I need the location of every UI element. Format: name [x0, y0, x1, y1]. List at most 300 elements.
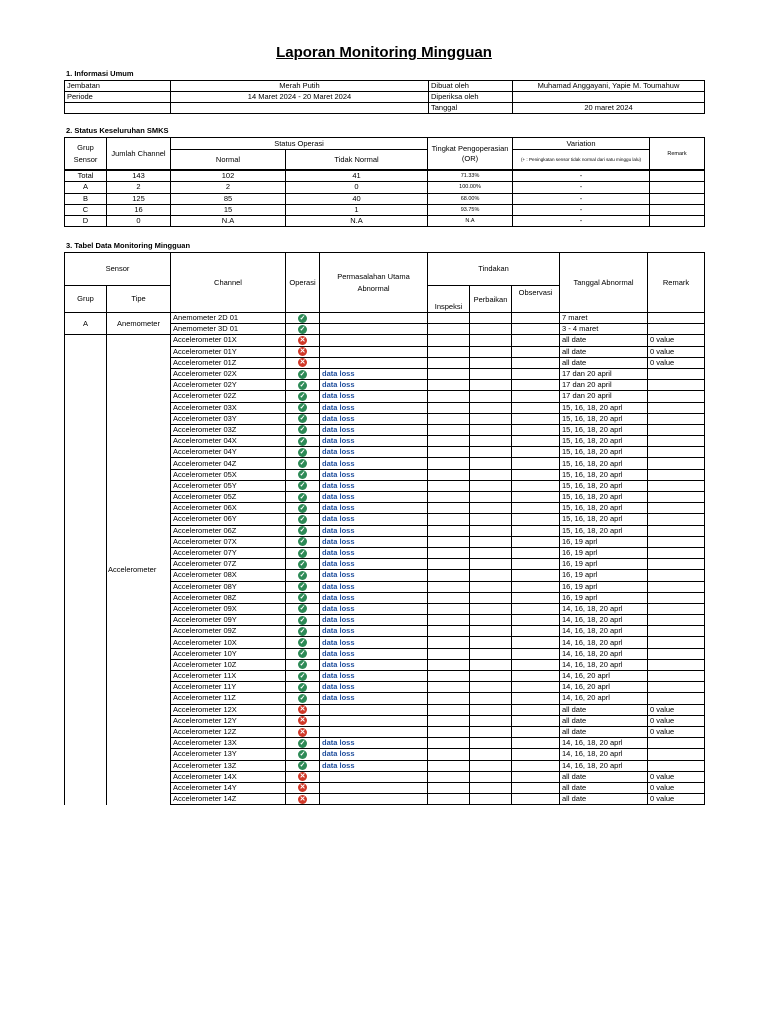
problem-cell: data loss: [320, 615, 428, 626]
operasi-cell: [286, 480, 320, 491]
remark-cell: [648, 671, 705, 682]
inspeksi-cell: [428, 324, 470, 335]
date-cell: 14, 16, 18, 20 aprl: [560, 749, 648, 760]
x-circle-icon: ✕: [299, 784, 306, 792]
info-row: [65, 81, 705, 92]
remark-cell: [648, 436, 705, 447]
observasi-cell: [512, 313, 560, 324]
perbaikan-cell: [470, 547, 512, 558]
problem-cell: data loss: [320, 648, 428, 659]
status-cell: Total: [65, 170, 107, 182]
date-cell: 17 dan 20 april: [560, 380, 648, 391]
problem-cell: data loss: [320, 749, 428, 760]
remark-cell: 0 value: [648, 335, 705, 346]
operasi-cell: [286, 335, 320, 346]
date-cell: 14, 16, 18, 20 aprl: [560, 615, 648, 626]
problem-cell: data loss: [320, 693, 428, 704]
observasi-cell: [512, 704, 560, 715]
perbaikan-cell: [470, 436, 512, 447]
remark-cell: [648, 559, 705, 570]
perbaikan-cell: [470, 726, 512, 737]
operasi-cell: [286, 458, 320, 469]
observasi-cell: [512, 503, 560, 514]
status-cell: 16: [107, 204, 171, 215]
remark-cell: [648, 592, 705, 603]
check-circle-icon: ✓: [299, 314, 306, 322]
operasi-cell: [286, 760, 320, 771]
problem-cell: data loss: [320, 424, 428, 435]
channel-cell: Accelerometer 11Y: [171, 682, 286, 693]
perbaikan-cell: [470, 794, 512, 805]
date-cell: 14, 16, 18, 20 aprl: [560, 637, 648, 648]
channel-cell: Accelerometer 10Y: [171, 648, 286, 659]
observasi-cell: [512, 458, 560, 469]
remark-cell: [648, 693, 705, 704]
check-circle-icon: ✓: [299, 482, 306, 490]
perbaikan-cell: [470, 402, 512, 413]
perbaikan-cell: [470, 626, 512, 637]
observasi-cell: [512, 447, 560, 458]
x-circle-icon: ✕: [299, 795, 306, 803]
status-cell: 41: [286, 170, 428, 182]
channel-cell: Accelerometer 05Y: [171, 480, 286, 491]
channel-cell: Accelerometer 07Y: [171, 547, 286, 558]
perbaikan-cell: [470, 469, 512, 480]
problem-cell: data loss: [320, 469, 428, 480]
problem-cell: [320, 771, 428, 782]
channel-cell: Accelerometer 11X: [171, 671, 286, 682]
perbaikan-cell: [470, 503, 512, 514]
observasi-cell: [512, 738, 560, 749]
inspeksi-cell: [428, 648, 470, 659]
remark-cell: [648, 380, 705, 391]
status-table: [64, 137, 705, 227]
date-cell: 14, 16, 20 aprl: [560, 671, 648, 682]
problem-cell: data loss: [320, 659, 428, 670]
perbaikan-cell: [470, 581, 512, 592]
date-cell: 15, 16, 18, 20 aprl: [560, 525, 648, 536]
operasi-cell: [286, 782, 320, 793]
check-circle-icon: ✓: [299, 627, 306, 635]
info-cell: Tanggal: [429, 103, 513, 114]
perbaikan-cell: [470, 659, 512, 670]
perbaikan-cell: [470, 380, 512, 391]
problem-cell: data loss: [320, 547, 428, 558]
col-tindakan: Tindakan: [428, 253, 560, 286]
col-remark-3: Remark: [648, 253, 705, 313]
problem-cell: data loss: [320, 671, 428, 682]
status-row: [65, 170, 705, 182]
perbaikan-cell: [470, 424, 512, 435]
date-cell: 15, 16, 18, 20 aprl: [560, 447, 648, 458]
remark-cell: 0 value: [648, 794, 705, 805]
operasi-cell: [286, 682, 320, 693]
channel-cell: Accelerometer 04Z: [171, 458, 286, 469]
inspeksi-cell: [428, 682, 470, 693]
operasi-cell: [286, 693, 320, 704]
check-circle-icon: ✓: [299, 471, 306, 479]
problem-cell: data loss: [320, 368, 428, 379]
observasi-cell: [512, 436, 560, 447]
status-cell: D: [65, 216, 107, 227]
observasi-cell: [512, 368, 560, 379]
observasi-cell: [512, 391, 560, 402]
remark-cell: 0 value: [648, 726, 705, 737]
channel-cell: Accelerometer 12X: [171, 704, 286, 715]
remark-cell: [648, 492, 705, 503]
problem-cell: [320, 715, 428, 726]
remark-cell: [648, 469, 705, 480]
observasi-cell: [512, 559, 560, 570]
channel-cell: Accelerometer 08Y: [171, 581, 286, 592]
perbaikan-cell: [470, 771, 512, 782]
check-circle-icon: ✓: [299, 650, 306, 658]
status-cell: -: [513, 182, 650, 193]
status-cell: 2: [107, 182, 171, 193]
date-cell: all date: [560, 726, 648, 737]
table-row: [65, 313, 705, 324]
status-cell: -: [513, 204, 650, 215]
inspeksi-cell: [428, 480, 470, 491]
inspeksi-cell: [428, 368, 470, 379]
operasi-cell: [286, 413, 320, 424]
date-cell: 14, 16, 18, 20 aprl: [560, 603, 648, 614]
check-circle-icon: ✓: [299, 583, 306, 591]
channel-cell: Accelerometer 06Y: [171, 514, 286, 525]
observasi-cell: [512, 469, 560, 480]
date-cell: 15, 16, 18, 20 aprl: [560, 458, 648, 469]
x-circle-icon: ✕: [299, 348, 306, 356]
inspeksi-cell: [428, 749, 470, 760]
problem-cell: data loss: [320, 738, 428, 749]
col-tidak-normal: Tidak Normal: [286, 150, 428, 171]
operasi-cell: [286, 592, 320, 603]
channel-cell: Accelerometer 09Y: [171, 615, 286, 626]
section-2-heading: 2. Status Keseluruhan SMKS: [66, 126, 169, 135]
operasi-cell: [286, 313, 320, 324]
problem-cell: data loss: [320, 592, 428, 603]
remark-cell: 0 value: [648, 715, 705, 726]
date-cell: 15, 16, 18, 20 aprl: [560, 469, 648, 480]
variation-note: (+ : Peningkatan sensor tidak normal dari satu minggu lalu): [513, 150, 650, 171]
channel-cell: Accelerometer 07Z: [171, 559, 286, 570]
date-cell: 16, 19 aprl: [560, 570, 648, 581]
date-cell: 14, 16, 18, 20 aprl: [560, 738, 648, 749]
channel-cell: Accelerometer 01Z: [171, 357, 286, 368]
info-row: [65, 92, 705, 103]
problem-cell: data loss: [320, 626, 428, 637]
operasi-cell: [286, 659, 320, 670]
perbaikan-cell: [470, 313, 512, 324]
inspeksi-cell: [428, 659, 470, 670]
check-circle-icon: ✓: [299, 560, 306, 568]
inspeksi-cell: [428, 391, 470, 402]
inspeksi-cell: [428, 447, 470, 458]
perbaikan-cell: [470, 603, 512, 614]
remark-cell: [648, 659, 705, 670]
status-cell: 0: [286, 182, 428, 193]
check-circle-icon: ✓: [299, 639, 306, 647]
date-cell: 7 maret: [560, 313, 648, 324]
perbaikan-cell: [470, 514, 512, 525]
channel-cell: Accelerometer 08Z: [171, 592, 286, 603]
inspeksi-cell: [428, 794, 470, 805]
date-cell: 14, 16, 18, 20 aprl: [560, 648, 648, 659]
perbaikan-cell: [470, 458, 512, 469]
remark-cell: 0 value: [648, 782, 705, 793]
observasi-cell: [512, 413, 560, 424]
check-circle-icon: ✓: [299, 392, 306, 400]
inspeksi-cell: [428, 626, 470, 637]
inspeksi-cell: [428, 693, 470, 704]
check-circle-icon: ✓: [299, 448, 306, 456]
observasi-cell: [512, 771, 560, 782]
inspeksi-cell: [428, 715, 470, 726]
channel-cell: Accelerometer 03X: [171, 402, 286, 413]
remark-cell: [648, 738, 705, 749]
perbaikan-cell: [470, 492, 512, 503]
operasi-cell: [286, 648, 320, 659]
channel-cell: Accelerometer 09X: [171, 603, 286, 614]
perbaikan-cell: [470, 391, 512, 402]
channel-cell: Accelerometer 11Z: [171, 693, 286, 704]
remark-cell: 0 value: [648, 357, 705, 368]
perbaikan-cell: [470, 749, 512, 760]
col-status-operasi: Status Operasi: [171, 138, 428, 150]
col-observasi: Observasi: [512, 286, 560, 313]
col-inspeksi: Inspeksi: [428, 286, 470, 313]
status-row: [65, 216, 705, 227]
operasi-cell: [286, 726, 320, 737]
observasi-cell: [512, 693, 560, 704]
x-circle-icon: ✕: [299, 728, 306, 736]
type-cell: Anemometer: [107, 313, 171, 335]
channel-cell: Anemometer 3D 01: [171, 324, 286, 335]
check-circle-icon: ✓: [299, 616, 306, 624]
channel-cell: Anemometer 2D 01: [171, 313, 286, 324]
date-cell: 15, 16, 18, 20 aprl: [560, 402, 648, 413]
check-circle-icon: ✓: [299, 672, 306, 680]
status-cell: [650, 170, 705, 182]
check-circle-icon: ✓: [299, 527, 306, 535]
date-cell: all date: [560, 357, 648, 368]
inspeksi-cell: [428, 726, 470, 737]
problem-cell: data loss: [320, 503, 428, 514]
section-1-heading: 1. Informasi Umum: [66, 69, 134, 78]
operasi-cell: [286, 357, 320, 368]
observasi-cell: [512, 626, 560, 637]
info-cell: Dibuat oleh: [429, 81, 513, 92]
date-cell: all date: [560, 715, 648, 726]
problem-cell: data loss: [320, 413, 428, 424]
observasi-cell: [512, 346, 560, 357]
channel-cell: Accelerometer 02Y: [171, 380, 286, 391]
inspeksi-cell: [428, 671, 470, 682]
operasi-cell: [286, 525, 320, 536]
remark-cell: [648, 760, 705, 771]
problem-cell: data loss: [320, 525, 428, 536]
observasi-cell: [512, 581, 560, 592]
inspeksi-cell: [428, 615, 470, 626]
inspeksi-cell: [428, 313, 470, 324]
date-cell: 14, 16, 18, 20 aprl: [560, 760, 648, 771]
perbaikan-cell: [470, 782, 512, 793]
problem-cell: data loss: [320, 570, 428, 581]
operasi-cell: [286, 626, 320, 637]
remark-cell: [648, 570, 705, 581]
problem-cell: data loss: [320, 402, 428, 413]
status-cell: [650, 216, 705, 227]
status-cell: 100.00%: [428, 182, 513, 193]
channel-cell: Accelerometer 13X: [171, 738, 286, 749]
date-cell: 16, 19 aprl: [560, 592, 648, 603]
observasi-cell: [512, 547, 560, 558]
remark-cell: [648, 637, 705, 648]
status-cell: 1: [286, 204, 428, 215]
observasi-cell: [512, 749, 560, 760]
inspeksi-cell: [428, 402, 470, 413]
operasi-cell: [286, 570, 320, 581]
inspeksi-cell: [428, 458, 470, 469]
remark-cell: [648, 402, 705, 413]
operasi-cell: [286, 391, 320, 402]
check-circle-icon: ✓: [299, 460, 306, 468]
date-cell: 16, 19 aprl: [560, 536, 648, 547]
perbaikan-cell: [470, 637, 512, 648]
observasi-cell: [512, 592, 560, 603]
check-circle-icon: ✓: [299, 437, 306, 445]
remark-cell: [648, 603, 705, 614]
problem-cell: [320, 782, 428, 793]
date-cell: 15, 16, 18, 20 aprl: [560, 480, 648, 491]
date-cell: 15, 16, 18, 20 aprl: [560, 514, 648, 525]
perbaikan-cell: [470, 615, 512, 626]
status-cell: 0: [107, 216, 171, 227]
remark-cell: [648, 424, 705, 435]
info-table: [64, 80, 705, 114]
date-cell: all date: [560, 782, 648, 793]
operasi-cell: [286, 738, 320, 749]
info-cell: Merah Putih: [171, 81, 429, 92]
problem-cell: [320, 704, 428, 715]
channel-cell: Accelerometer 03Z: [171, 424, 286, 435]
status-cell: C: [65, 204, 107, 215]
inspeksi-cell: [428, 514, 470, 525]
inspeksi-cell: [428, 581, 470, 592]
channel-cell: Accelerometer 14Y: [171, 782, 286, 793]
inspeksi-cell: [428, 559, 470, 570]
info-cell: Diperiksa oleh: [429, 92, 513, 103]
operasi-cell: [286, 536, 320, 547]
status-cell: 93.75%: [428, 204, 513, 215]
observasi-cell: [512, 480, 560, 491]
date-cell: 14, 16, 20 aprl: [560, 682, 648, 693]
check-circle-icon: ✓: [299, 493, 306, 501]
remark-cell: [648, 324, 705, 335]
perbaikan-cell: [470, 760, 512, 771]
observasi-cell: [512, 525, 560, 536]
report-title: Laporan Monitoring Mingguan: [276, 44, 492, 61]
perbaikan-cell: [470, 324, 512, 335]
remark-cell: [648, 547, 705, 558]
channel-cell: Accelerometer 09Z: [171, 626, 286, 637]
type-cell: Accelerometer: [107, 335, 171, 805]
status-cell: B: [65, 193, 107, 204]
problem-cell: data loss: [320, 480, 428, 491]
problem-cell: data loss: [320, 380, 428, 391]
inspeksi-cell: [428, 570, 470, 581]
problem-cell: data loss: [320, 637, 428, 648]
problem-cell: data loss: [320, 436, 428, 447]
col-tipe: Tipe: [107, 286, 171, 313]
check-circle-icon: ✓: [299, 504, 306, 512]
status-cell: N.A: [428, 216, 513, 227]
group-cell: [65, 335, 107, 805]
status-cell: 102: [171, 170, 286, 182]
date-cell: 15, 16, 18, 20 aprl: [560, 436, 648, 447]
problem-cell: [320, 324, 428, 335]
problem-cell: data loss: [320, 603, 428, 614]
status-cell: 143: [107, 170, 171, 182]
inspeksi-cell: [428, 469, 470, 480]
status-cell: 15: [171, 204, 286, 215]
remark-cell: [648, 447, 705, 458]
operasi-cell: [286, 771, 320, 782]
col-operasi: Operasi: [286, 253, 320, 313]
remark-cell: 0 value: [648, 771, 705, 782]
status-row: [65, 182, 705, 193]
channel-cell: Accelerometer 02X: [171, 368, 286, 379]
problem-cell: data loss: [320, 514, 428, 525]
date-cell: 16, 19 aprl: [560, 581, 648, 592]
observasi-cell: [512, 424, 560, 435]
channel-cell: Accelerometer 13Z: [171, 760, 286, 771]
date-cell: 15, 16, 18, 20 aprl: [560, 503, 648, 514]
info-row: [65, 103, 705, 114]
remark-cell: 0 value: [648, 346, 705, 357]
info-cell: Muhamad Anggayani, Yapie M. Toumahuw: [513, 81, 705, 92]
col-normal: Normal: [171, 150, 286, 171]
check-circle-icon: ✓: [299, 515, 306, 523]
inspeksi-cell: [428, 380, 470, 391]
inspeksi-cell: [428, 782, 470, 793]
perbaikan-cell: [470, 357, 512, 368]
status-cell: -: [513, 216, 650, 227]
operasi-cell: [286, 492, 320, 503]
perbaikan-cell: [470, 715, 512, 726]
perbaikan-cell: [470, 480, 512, 491]
col-tanggal-abnormal: Tanggal Abnormal: [560, 253, 648, 313]
status-cell: 2: [171, 182, 286, 193]
status-cell: N.A: [286, 216, 428, 227]
problem-cell: data loss: [320, 581, 428, 592]
observasi-cell: [512, 402, 560, 413]
problem-cell: [320, 357, 428, 368]
observasi-cell: [512, 659, 560, 670]
observasi-cell: [512, 760, 560, 771]
channel-cell: Accelerometer 12Z: [171, 726, 286, 737]
remark-cell: [648, 626, 705, 637]
date-cell: 17 dan 20 april: [560, 391, 648, 402]
status-row: [65, 204, 705, 215]
perbaikan-cell: [470, 648, 512, 659]
col-sensor: Sensor: [65, 253, 171, 286]
remark-cell: [648, 615, 705, 626]
status-cell: N.A: [171, 216, 286, 227]
check-circle-icon: ✓: [299, 325, 306, 333]
operasi-cell: [286, 615, 320, 626]
perbaikan-cell: [470, 368, 512, 379]
